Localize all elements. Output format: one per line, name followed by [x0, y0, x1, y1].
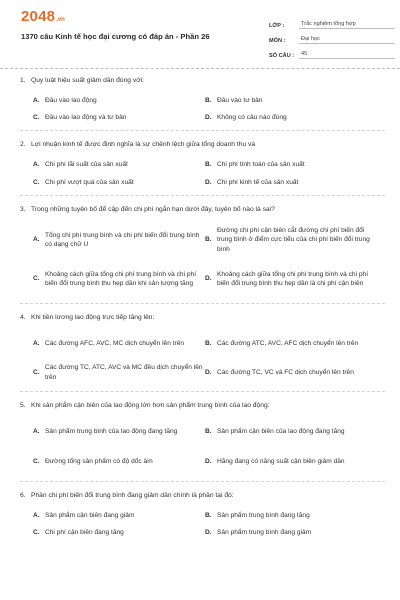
answer-options: [15, 507, 385, 541]
option-text: Các đường ATC, AVC, AFC dịch chuyển lên trên: [217, 339, 359, 347]
answer-option-c[interactable]: [33, 109, 205, 126]
question-text: Phần chi phí biến đổi trung bình đang giảm dần chính là phần tại đó:: [31, 492, 234, 500]
question-number: 5.: [20, 402, 26, 410]
option-letter: C.: [33, 178, 40, 186]
question-separator: [20, 303, 385, 304]
option-letter: C.: [33, 458, 40, 466]
meta-info: [269, 14, 395, 59]
answer-option-b[interactable]: [205, 329, 377, 358]
question-text-row: [15, 491, 385, 500]
option-letter: D.: [205, 275, 212, 283]
option-text: Khoảng cách giữa tổng chi phí trung bình và chi phí biến đổi trung bình thu hẹp dần là chi phí cận biên: [217, 270, 369, 288]
option-text: Chi phí kinh tế của sản xuất: [217, 178, 299, 186]
answer-option-a[interactable]: [33, 329, 205, 358]
question-separator: [20, 195, 385, 196]
option-text: Các đường TC, ATC, AVC và MC đều dịch chuyển lên trên: [45, 364, 203, 381]
option-text: Đường tổng sản phẩm có độ dốc âm: [45, 458, 153, 466]
answer-option-b[interactable]: [205, 417, 377, 447]
question-text-row: [15, 76, 385, 85]
meta-value: Trắc nghiệm tổng hợp: [299, 21, 395, 29]
option-text: Sản phẩm trung bình đang giảm: [217, 529, 312, 536]
meta-row-class: [269, 14, 395, 29]
meta-value: Đại học: [299, 36, 395, 44]
question-number: 1.: [20, 77, 26, 84]
option-text: Đường chi phí cận biên cắt đường chi phí biến đổi trung bình ở điểm cực tiểu của chi phí biến đổi trung bình: [217, 226, 370, 253]
meta-key: LỚP :: [269, 23, 285, 29]
question-text-row: [15, 140, 385, 149]
option-text: Đầu vào tư bản: [217, 96, 263, 104]
option-letter: C.: [33, 275, 40, 283]
answer-option-d[interactable]: [205, 358, 377, 387]
option-letter: A.: [33, 161, 40, 169]
option-letter: B.: [205, 161, 212, 169]
option-letter: A.: [33, 512, 40, 519]
option-text: Sản phẩm trung bình đang tăng: [217, 512, 310, 519]
logo-domain: .vn: [56, 17, 65, 23]
option-letter: C.: [33, 113, 40, 121]
answer-options: [15, 92, 385, 126]
question-list: [15, 76, 385, 541]
answer-option-c[interactable]: [33, 174, 205, 191]
question-item: [15, 401, 385, 482]
question-number: 4.: [20, 314, 26, 322]
option-text: Sản phẩm cận biên đang giảm: [45, 512, 135, 519]
question-separator: [20, 391, 385, 392]
answer-option-c[interactable]: [33, 358, 205, 387]
question-text: Lợi nhuận kinh tế được định nghĩa là sự chênh lệch giữa tổng doanh thu và: [31, 141, 256, 149]
option-text: Hãng đang có năng suất cận biên giảm dần: [217, 458, 345, 466]
option-letter: B.: [205, 339, 212, 347]
option-text: Các đường TC, VC và FC dịch chuyển lên trên: [217, 368, 354, 376]
answer-option-a[interactable]: [33, 507, 205, 524]
option-letter: A.: [33, 428, 40, 436]
answer-option-b[interactable]: [205, 507, 377, 524]
question-text: Trong những tuyên bố để cập đến chi phí ngắn hạn dưới đây, tuyên bố nào là sai?: [31, 206, 275, 214]
option-letter: B.: [205, 236, 212, 244]
option-letter: D.: [205, 178, 212, 186]
option-letter: A.: [33, 339, 40, 347]
answer-option-a[interactable]: [33, 156, 205, 174]
meta-key: SỐ CÂU :: [269, 53, 295, 59]
answer-options: [15, 417, 385, 477]
option-text: Không có câu nào đúng: [217, 113, 287, 121]
option-letter: B.: [205, 512, 212, 519]
answer-option-d[interactable]: [205, 259, 377, 299]
answer-options: [15, 329, 385, 387]
question-item: [15, 491, 385, 541]
question-number: 6.: [20, 492, 26, 500]
option-letter: D.: [205, 368, 212, 376]
document-title: 1370 câu Kinh tế học đại cương có đáp án - Phần 26: [21, 32, 210, 41]
option-text: Đầu vào lao động: [45, 96, 97, 104]
option-letter: C.: [33, 529, 40, 536]
answer-options: [15, 156, 385, 191]
option-text: Chi phí vượt quá của sản xuất: [45, 178, 134, 186]
option-letter: A.: [33, 96, 40, 104]
logo-text: 2048: [21, 8, 56, 25]
question-number: 2.: [20, 141, 26, 149]
meta-key: MÔN :: [269, 38, 286, 44]
option-text: Sản phẩm trung bình của lao động đang tăng: [45, 428, 178, 436]
answer-option-b[interactable]: [205, 92, 377, 109]
meta-row-count: [269, 44, 395, 59]
question-text: Khi sản phẩm cận biên của lao động lớn hơn sản phẩm trung bình của lao động:: [31, 402, 270, 410]
option-text: Chi phí lãi suất của sản xuất: [45, 161, 128, 169]
question-separator: [20, 481, 385, 482]
answer-option-d[interactable]: [205, 447, 377, 477]
header-divider: [0, 68, 400, 69]
option-letter: B.: [205, 96, 212, 104]
question-text-row: [15, 313, 385, 322]
answer-option-a[interactable]: [33, 92, 205, 109]
answer-option-c[interactable]: [33, 524, 205, 541]
option-letter: D.: [205, 113, 212, 121]
option-letter: D.: [205, 529, 212, 536]
question-text: Khi tiền lương lao động trực tiếp tăng lên:: [31, 314, 155, 322]
option-text: Khoảng cách giữa tổng chi phí trung bình và chi phí biến đổi trung bình thu hẹp dần khi sản lượng tăng: [45, 270, 197, 288]
question-text: Quy luật hiệu suất giảm dần đúng với:: [31, 77, 144, 84]
option-letter: A.: [33, 236, 40, 244]
option-text: Các đường AFC, AVC, MC dịch chuyển lên trên: [45, 339, 185, 347]
answer-option-d[interactable]: [205, 524, 377, 541]
option-text: Tổng chi phí trung bình và chi phí biến đổi trung bình có dạng chữ U: [45, 231, 200, 249]
answer-option-c[interactable]: [33, 259, 205, 299]
answer-option-b[interactable]: [205, 156, 377, 174]
option-text: Chi phí cận biên đang tăng: [45, 529, 124, 536]
answer-options: [15, 221, 385, 299]
answer-option-a[interactable]: [33, 417, 205, 447]
answer-option-c[interactable]: [33, 447, 205, 477]
question-text-row: [15, 205, 385, 214]
option-letter: C.: [33, 368, 40, 376]
document-header: [15, 0, 385, 62]
site-logo[interactable]: [21, 8, 65, 25]
option-letter: D.: [205, 458, 212, 466]
meta-value: 45: [299, 51, 395, 59]
question-item: [15, 140, 385, 196]
option-text: Chi phí tính toán của sản xuất: [217, 161, 305, 169]
option-letter: B.: [205, 428, 212, 436]
question-separator: [20, 130, 385, 131]
answer-option-b[interactable]: [205, 221, 377, 259]
question-item: [15, 313, 385, 392]
answer-option-d[interactable]: [205, 109, 377, 126]
meta-row-subject: [269, 29, 395, 44]
answer-option-d[interactable]: [205, 174, 377, 191]
option-text: Đầu vào lao động và tư bản: [45, 113, 127, 121]
answer-option-a[interactable]: [33, 221, 205, 259]
option-text: Sản phẩm cận biên của lao động đang tăng: [217, 428, 345, 436]
question-number: 3.: [20, 206, 26, 214]
question-item: [15, 205, 385, 304]
question-text-row: [15, 401, 385, 410]
question-item: [15, 76, 385, 131]
